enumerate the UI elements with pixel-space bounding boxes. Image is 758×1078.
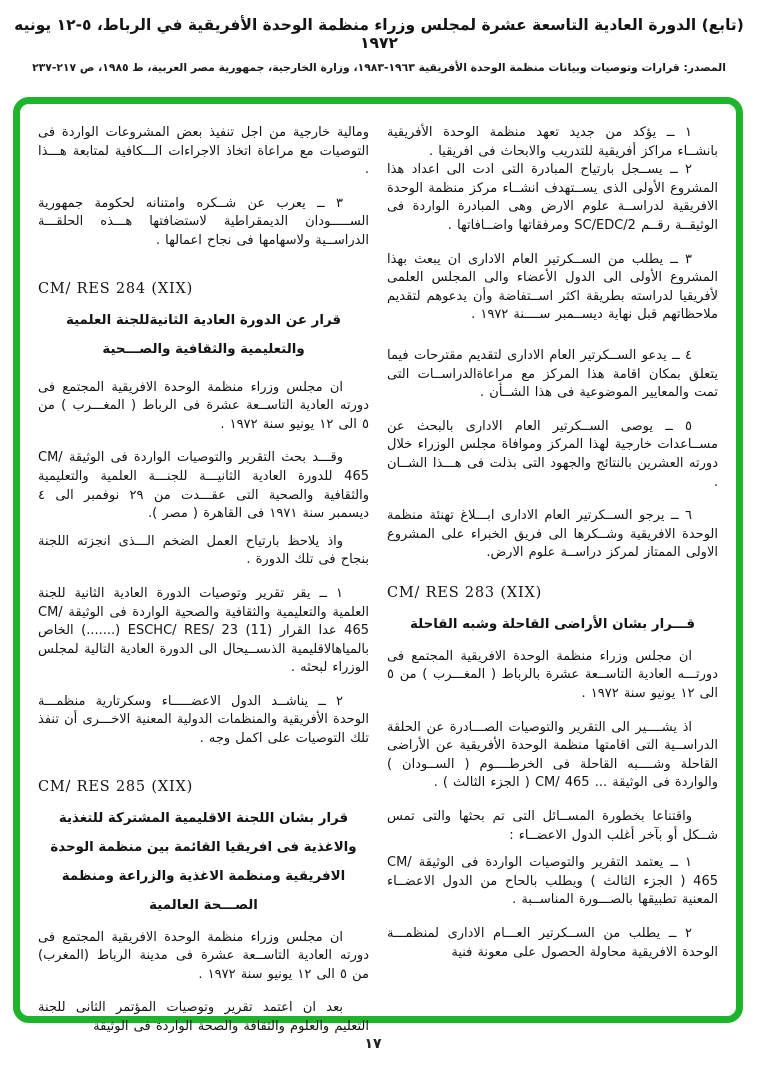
paragraph: ٣ ــ يطلب من الســكرتير العام الادارى ان يبعث بهذا المشروع الأولى الى الدول الأعضاء والى المجلس العلمى لأفريقيا لدراسته بطريقة اكثر اســتفاضة وأن يدعوهم لتقديم ملاحظاتهم قبل نهاية ديســمبر ســــنة ١٩٧٢ . <box>387 251 718 323</box>
paragraph: ٥ ــ يوصى الســكرتير العام الادارى بالبحث عن مســاعدات خارجية لهذا المركز وموافاة مجلس الوزراء خلال دورته العشرين بالنتائج والجهود التى بذلت فى هـــذا الشــان . <box>387 418 718 490</box>
column-right <box>387 124 718 1002</box>
paragraph: واقتناعا بخطورة المســائل التى تم بحثها والتى تمس شــكل أو بآخر أغلب الدول الاعضــاء : <box>387 809 718 843</box>
resolution-title: قـــرار بشان الأراضى القاحلة وشبه القاحلة <box>409 616 695 632</box>
paragraph: ١ ــ يؤكد من جديد تعهد منظمة الوحدة الأفريقية بانشــاء مراكز أفريقية للتدريب والابحاث فى افريقيا . <box>387 125 718 159</box>
resolution-code: CM/ RES 285 (XIX) <box>38 778 194 795</box>
source-line: المصدر: قرارات وتوصيات وبيانات منظمة الوحدة الأفريقية ١٩٦٣-١٩٨٣، وزارة الخارجية، جمهورية مصر العربية، ط ١٩٨٥، ص ٢١٧-٢٣٧ <box>32 61 726 74</box>
paragraph: ان مجلس وزراء منظمة الوحدة الافريقية المجتمع فى دورته العادية التاســعة عشرة فى مدينة الرباط (المغرب) من ٥ الى ١٢ يونيو سنة ١٩٧٢ . <box>38 929 369 982</box>
resolution-title: قرار بشان اللجنة الاقليمية المشتركة للتغذية والاغذية فى افريقيا القائمة بين منظمة الوحدة الافريقية ومنظمة الاغذية والزراعة ومنظمة الصـــحة العالمية <box>50 810 357 913</box>
resolution-code: CM/ RES 283 (XIX) <box>387 584 543 601</box>
paragraph: ١ ــ يقر تقرير وتوصيات الدورة العادية الثانية للجنة العلمية والتعليمية والثقافية والصحية الواردة فى الوثيقة CM/ 465 عدا القرار ESCHC/ RES/ 23 (11) (.......) الخاص بالمياهالاقليمية الذىســيحال الى الدورة العادية التالية لمجلس الوزراء لبحثه . <box>38 585 369 676</box>
paragraph: ١ ــ يعتمد التقرير والتوصيات الواردة فى الوثيقة CM/ 465 ( الجزء الثالث ) ويطلب بالحاح من الدول الاعضــاء المعنية تطبيقها بالصـــورة المناســبة . <box>387 855 718 908</box>
paragraph: ان مجلس وزراء منظمة الوحدة الافريقية المجتمع فى دورته العادية التاســعة عشرة فى الرباط ( المغـــرب ) من ٥ الى ١٢ يونيو سنة ١٩٧٢ . <box>38 379 369 432</box>
page-number: ١٧ <box>364 1036 382 1052</box>
page-header <box>0 16 758 74</box>
paragraph: ٢ ــ يســجل بارتياح المبادرة التى ادت الى اعداد هذا المشروع الأولى الذى يســتهدف انشــاء مركز منظمة الوحدة الافريقية لدراســة علوم الارض وهى المبادرة الواردة فى الوثيقــة رقــم SC/EDC/2 ومرفقاتها واضــافاتها . <box>387 162 718 233</box>
paragraph: ٦ ــ يرجو الســكرتير العام الادارى ابـــلاغ تهنئة منظمة الوحدة الافريقية وشــكرها الى فريق الخبراء على المشروع الاولى الممتاز لمركز دراســة علوم الارض. <box>387 508 718 561</box>
column-left <box>38 124 370 1035</box>
resolution-title: قرار عن الدورة العادية الثانيةللجنة العلمية والتعليمية والثقافية والصـــحية <box>65 312 342 357</box>
paragraph: اذ يشــــير الى التقرير والتوصيات الصـــادرة عن الحلقة الدراســية التى اقامتها منظمة الوحدة الأفريقية عن الأراضى القاحلة وشــــبه القاحلة فى الخرطــــوم ( الســودان ) والواردة فى الوثيقة ... CM/ 465 ( الجزء الثالث ) . <box>387 719 718 791</box>
paragraph: ٤ ــ يدعو الســكرتير العام الادارى لتقديم مقترحات فيما يتعلق بمكان اقامة هذا المركز مع مراعاةالدراســات التى تمت والمعايير الموضوعية فى هذا الشــأن . <box>387 347 718 401</box>
document-title: (تابع) الدورة العادية التاسعة عشرة لمجلس وزراء منظمة الوحدة الأفريقية في الرباط، ٥-١٢ يونيه ١٩٧٢ <box>14 16 744 52</box>
paragraph: ٣ ــ يعرب عن شــكره وامتنانه لحكومة جمهورية الســـــودان الديمقراطية لاستضافتها هـــذه الحلقـــة الدراســية ولاسهامها فى نجاح اعمالها . <box>38 195 369 248</box>
resolution-code: CM/ RES 284 (XIX) <box>38 280 194 297</box>
paragraph: واذ يلاحظ بارتياح العمل الضخم الـــذى انجزته اللجنة بنجاح فى تلك الدورة . <box>38 533 369 568</box>
content-frame <box>13 97 743 1035</box>
paragraph: وقـــد بحث التقرير والتوصيات الواردة فى الوثيقة CM/ 465 للدورة العادية الثانيـــة للجنـــة العلمية والتعليمية والثقافية والصحية التى عقـــدت من ٢٩ نوفمبر الى ٤ ديسمبر سنة ١٩٧١ فى القاهرة ( مصر ). <box>38 450 370 522</box>
paragraph: ٢ ــ يطلب من الســكرتير العـــام الادارى لمنظمـــة الوحدة الافريقية محاولة الحصول على معونة فنية <box>387 926 718 960</box>
paragraph: ومالية خارجية من اجل تنفيذ بعض المشروعات الواردة فى التوصيات مع مراعاة اتخاذ الاجراءات الـــكافية لمتابعة هـــذا . <box>38 125 369 178</box>
paragraph: ان مجلس وزراء منظمة الوحدة الافريقية المجتمع فى دورتـــه العادية التاســعة عشرة بالرباط ( المغـــرب ) من ٥ الى ١٢ يونيو سنة ١٩٧٢ . <box>387 648 718 702</box>
paragraph: بعد ان اعتمد تقرير وتوصيات المؤتمر الثانى للجنة التعليم والعلوم والثقافة والصحة الواردة فى الوثيقة <box>38 1000 369 1035</box>
paragraph: ٢ ــ يناشــد الدول الاعضـــــاء وسكرتارية منظمـــة الوحدة الأفريقية والمنظمات الدولية المعنية الاخـــرى أن تنفذ تلك التوصيات على اكمل وجه . <box>38 693 369 747</box>
